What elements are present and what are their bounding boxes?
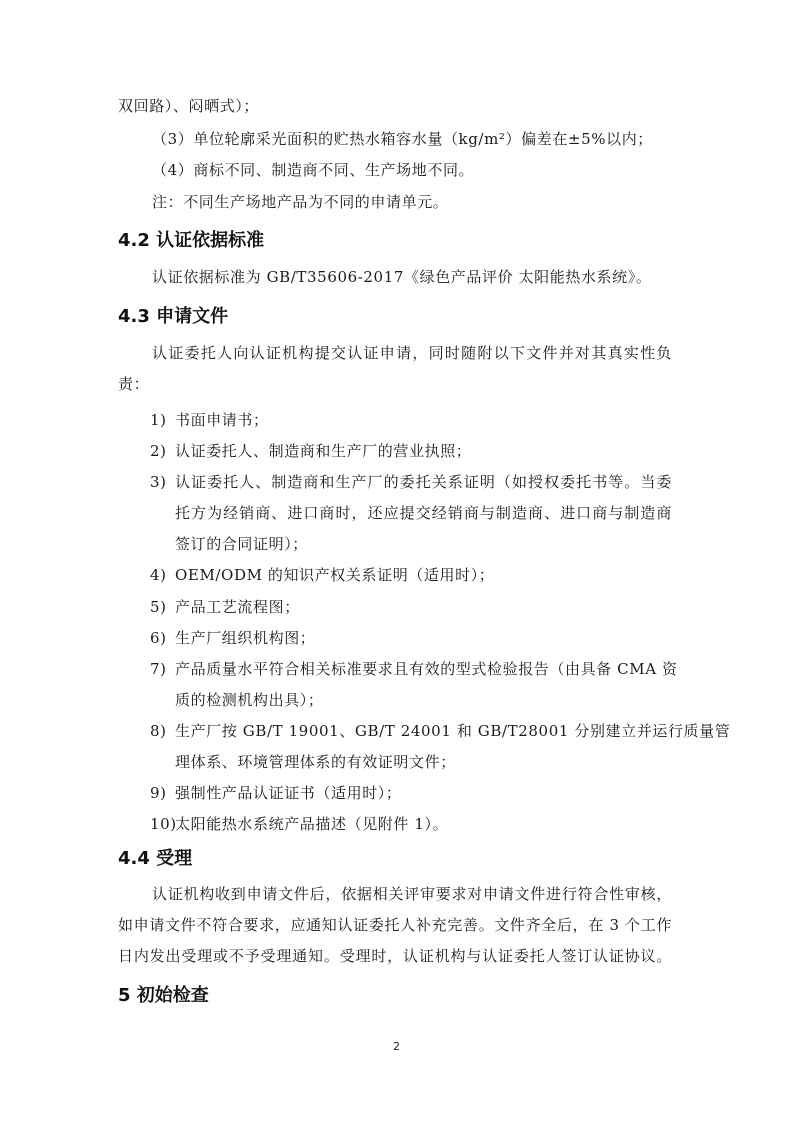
section-heading-4-3: 4.3 申请文件 [118, 306, 229, 327]
section-4-2-body: 认证依据标准为 GB/T35606-2017《绿色产品评价 太阳能热水系统》。 [152, 268, 652, 286]
list-item-number: 8) [150, 722, 167, 740]
page-number: 2 [393, 1040, 400, 1053]
list-item-text: 签订的合同证明）； [175, 535, 308, 553]
list-item-number: 2) [150, 442, 167, 460]
list-item-number: 5) [150, 598, 167, 616]
list-item-text: 生产厂按 GB/T 19001、GB/T 24001 和 GB/T28001 分别建立并运行质量管 [175, 722, 731, 740]
list-item-text: 产品工艺流程图； [175, 598, 300, 616]
section-heading-5: 5 初始检查 [118, 985, 209, 1006]
list-item-text: 质的检测机构出具）； [175, 691, 324, 709]
section-4-4-para-line: 认证机构收到申请文件后，依据相关评审要求对申请文件进行符合性审核， [152, 885, 672, 903]
section-4-4-para-line: 日内发出受理或不予受理通知。受理时，认证机构与认证委托人签订认证协议。 [118, 947, 672, 965]
section-4-3-intro-cont: 责： [118, 375, 150, 393]
section-4-3-intro: 认证委托人向认证机构提交认证申请，同时随附以下文件并对其真实性负 [152, 344, 672, 362]
list-item-text: 认证委托人、制造商和生产厂的营业执照； [175, 442, 472, 460]
item-4-line: （4）商标不同、制造商不同、生产场地不同。 [152, 161, 475, 179]
list-item-number: 9) [150, 784, 167, 802]
list-item-number: 4) [150, 566, 167, 584]
list-item-number: 7) [150, 660, 167, 678]
list-item-text: 产品质量水平符合相关标准要求且有效的型式检验报告（由具备 CMA 资 [175, 660, 678, 678]
list-item-text: 生产厂组织机构图； [175, 629, 316, 647]
list-item-number: 3) [150, 473, 167, 491]
list-item-number: 10) [150, 815, 177, 833]
list-item-text: 强制性产品认证证书（适用时）； [175, 784, 402, 802]
section-heading-4-2: 4.2 认证依据标准 [118, 230, 265, 251]
list-item-text: 理体系、环境管理体系的有效证明文件； [175, 753, 456, 771]
list-item-text: OEM/ODM 的知识产权关系证明（适用时）； [175, 566, 495, 584]
list-item-text: 书面申请书； [175, 411, 269, 429]
continuation-line: 双回路）、闷晒式）； [118, 97, 260, 115]
section-heading-4-4: 4.4 受理 [118, 848, 193, 869]
list-item-number: 1) [150, 411, 167, 429]
list-item-text: 太阳能热水系统产品描述（见附件 1）。 [175, 815, 449, 833]
list-item-text: 认证委托人、制造商和生产厂的委托关系证明（如授权委托书等。当委 [175, 473, 672, 491]
section-4-4-para-line: 如申请文件不符合要求，应通知认证委托人补充完善。文件齐全后，在 3 个工作 [118, 916, 672, 934]
list-item-number: 6) [150, 629, 167, 647]
note-line: 注：不同生产场地产品为不同的申请单元。 [152, 193, 449, 211]
item-3-line: （3）单位轮廓采光面积的贮热水箱容水量（kg/m²）偏差在±5%以内； [152, 130, 653, 148]
list-item-text: 托方为经销商、进口商时，还应提交经销商与制造商、进口商与制造商 [175, 504, 672, 522]
